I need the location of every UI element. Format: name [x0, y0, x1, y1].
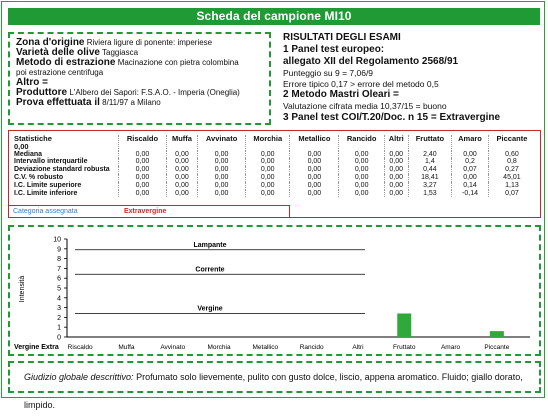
- stats-cell: 0,00: [246, 182, 290, 190]
- x-first-label: Vergine Extra: [14, 344, 59, 351]
- other-label: Altro =: [16, 77, 48, 88]
- stats-cell: 1,4: [408, 158, 452, 166]
- stats-row: [14, 174, 535, 182]
- col-header: Rancido: [339, 135, 384, 151]
- stats-row: [14, 182, 535, 190]
- band-vergine-label: Vergine: [197, 305, 223, 313]
- x-tick-label: Rancido: [299, 344, 324, 351]
- stats-cell: 0,00: [119, 151, 167, 159]
- x-tick-label: Amaro: [440, 344, 461, 351]
- stats-cell: 0,00: [384, 174, 408, 182]
- stats-cell: 0,00: [198, 151, 246, 159]
- stats-cell: 0,14: [452, 182, 489, 190]
- stats-cell: 0,00: [198, 174, 246, 182]
- y-tick-label: 1: [57, 324, 61, 332]
- stats-corner-label: Statistiche: [14, 134, 52, 143]
- col-header: Altri: [384, 135, 408, 151]
- stats-cell: 0,00: [119, 166, 167, 174]
- stats-cell: 0,00: [166, 158, 197, 166]
- stats-cell: -0,14: [452, 190, 489, 198]
- stats-cell: 0,00: [384, 166, 408, 174]
- method-label: Metodo di estrazione: [16, 57, 116, 68]
- comment-box: [8, 361, 541, 410]
- stats-cell: 0,27: [505, 166, 519, 174]
- producer-label: Produttore: [16, 87, 68, 98]
- stats-cell: 0,00: [198, 166, 246, 174]
- stats-header-row: [14, 135, 535, 151]
- stats-cell: 0,00: [198, 190, 246, 198]
- stats-cell: 0,00: [290, 158, 339, 166]
- stats-cell: 0,00: [384, 182, 408, 190]
- stats-cell: 0,00: [452, 151, 489, 159]
- col-header: Metallico: [290, 135, 339, 151]
- col-header: Muffa: [166, 135, 197, 151]
- col-header: Riscaldo: [119, 135, 167, 151]
- stats-cell: 0,00: [119, 190, 167, 198]
- col-header: Piccante: [496, 134, 528, 143]
- exam-results: [283, 32, 541, 124]
- x-tick-label: Piccante: [484, 344, 510, 351]
- stats-cell: 18,41: [408, 174, 452, 182]
- stats-cell: 0,07: [452, 166, 489, 174]
- stats-cell: 0,8: [507, 158, 517, 166]
- method-value: Macinazione con pietra colombina: [117, 58, 239, 67]
- stats-row-label: Mediana: [14, 151, 119, 159]
- stats-table-wrap: [14, 135, 533, 197]
- stats-cell: 0,00: [290, 166, 339, 174]
- stats-cell: 0,00: [339, 182, 384, 190]
- stats-cell: 0,60: [505, 150, 519, 158]
- stats-corner: [14, 135, 119, 151]
- stats-cell: 0,00: [290, 174, 339, 182]
- origin-label: Zona d'origine: [16, 37, 85, 48]
- stats-cell: 0,00: [246, 158, 290, 166]
- sample-info-box: [8, 32, 271, 125]
- intensity-chart: [10, 227, 539, 354]
- origin-value: Riviera ligure di ponente: imperiese: [86, 38, 213, 47]
- stats-cell: 0,00: [198, 158, 246, 166]
- stats-table: [14, 135, 535, 197]
- comment-label: Giudizio globale descrittivo:: [24, 372, 134, 382]
- variety-value: Taggiasca: [102, 48, 139, 57]
- results-score: Punteggio su 9 = 7,06/9: [283, 68, 374, 78]
- stats-cell: 3,27: [408, 182, 452, 190]
- stats-row: [14, 158, 535, 166]
- results-panel-eu: 1 Panel test europeo:: [283, 44, 385, 55]
- stats-row-label: I.C. Limite inferiore: [14, 190, 119, 198]
- stats-cell: 0,00: [119, 182, 167, 190]
- stats-cell: 0,00: [290, 182, 339, 190]
- stats-cell: 0,00: [246, 166, 290, 174]
- stats-cell: 0,44: [408, 166, 452, 174]
- category-value: Extravergine: [124, 208, 167, 215]
- results-panel-coi: 3 Panel test COI/T.20/Doc. n 15 = Extravergine: [283, 111, 501, 123]
- stats-cell: 0,00: [290, 151, 339, 159]
- bar: [397, 313, 411, 337]
- stats-row-label: Intervallo interquartile: [14, 158, 119, 166]
- stats-row: [14, 166, 535, 174]
- stats-cell: 0,00: [198, 182, 246, 190]
- x-tick-label: Metallico: [252, 344, 279, 351]
- comment-text: Profumato solo lievemente, pulito con gusto dolce, liscio, appena aromatico. Fluido; giallo dorato, limpido.: [24, 372, 523, 410]
- y-tick-label: 9: [57, 246, 61, 254]
- bar: [490, 331, 504, 337]
- y-tick-label: 7: [57, 265, 61, 273]
- category-label: Categoria assegnata: [13, 208, 78, 215]
- x-tick-label: Morchia: [207, 344, 231, 351]
- variety-label: Varietà delle olive: [16, 47, 100, 58]
- x-tick-label: Avvinato: [160, 344, 186, 351]
- col-header: Fruttato: [408, 135, 452, 151]
- stats-row: [14, 190, 535, 198]
- stats-cell: 0,00: [384, 158, 408, 166]
- stats-cell: 0,00: [384, 190, 408, 198]
- y-tick-label: 2: [57, 314, 61, 322]
- test-date-label: Prova effettuata il: [16, 97, 100, 108]
- stats-cell: 0,00: [246, 174, 290, 182]
- col-header: Morchia: [246, 135, 290, 151]
- stats-cell: 0,00: [166, 166, 197, 174]
- results-mastri-score: Valutazione cifrata media 10,37/15 = buono: [283, 101, 447, 111]
- stats-cell: 0,00: [339, 151, 384, 159]
- stats-cell: 0,00: [166, 151, 197, 159]
- stats-cell: 1,53: [408, 190, 452, 198]
- stats-cell: 0,00: [384, 151, 408, 159]
- stats-cell: 0,00: [339, 158, 384, 166]
- y-tick-label: 6: [57, 275, 61, 283]
- stats-cell: 0,00: [339, 174, 384, 182]
- results-heading: RISULTATI DEGLI ESAMI: [283, 32, 401, 43]
- band-corrente-label: Corrente: [195, 266, 225, 274]
- stats-cell: 0,07: [505, 189, 519, 197]
- method-value-cont: poi estrazione centrifuga: [16, 68, 104, 77]
- x-tick-label: Altri: [352, 344, 364, 351]
- x-tick-label: Riscaldo: [67, 344, 93, 351]
- y-tick-label: 3: [57, 305, 61, 313]
- band-lampante-label: Lampante: [193, 241, 227, 249]
- y-axis-label: Intensità: [19, 275, 26, 303]
- chart-box: [8, 225, 541, 356]
- producer-value: L'Albero dei Sapori: F.S.A.O. - Imperia (Oneglia): [69, 88, 240, 97]
- test-date-value: 8/11/97 a Milano: [102, 98, 161, 107]
- stats-cell: 0,00: [339, 190, 384, 198]
- stats-corner-value: 0,00: [14, 141, 29, 151]
- stats-row: [14, 151, 535, 159]
- stats-cell: 0,00: [166, 182, 197, 190]
- stats-row-label: I.C. Limite superiore: [14, 182, 119, 190]
- stats-row-label: C.V. % robusto: [14, 174, 119, 182]
- stats-row-label: Deviazione standard robusta: [14, 166, 119, 174]
- y-tick-label: 4: [57, 295, 61, 303]
- x-tick-label: Fruttato: [393, 344, 416, 351]
- category-box: [8, 205, 290, 218]
- stats-cell: 1,13: [505, 181, 519, 189]
- stats-cell: 45,01: [503, 173, 521, 181]
- stats-cell: 0,00: [166, 190, 197, 198]
- col-header: Amaro: [452, 135, 489, 151]
- sheet-title: Scheda del campione MI10: [8, 8, 540, 25]
- x-tick-label: Muffa: [118, 344, 135, 351]
- stats-cell: 0,00: [339, 166, 384, 174]
- stats-cell: 0,00: [166, 174, 197, 182]
- results-mastri-oleari: 2 Metodo Mastri Oleari =: [283, 89, 399, 100]
- stats-cell: 0,00: [290, 190, 339, 198]
- y-tick-label: 8: [57, 256, 61, 264]
- stats-cell: 0,2: [452, 158, 489, 166]
- results-error: Errore tipico 0,17 > errore del metodo 0,5: [283, 78, 439, 89]
- stats-cell: 0,00: [119, 174, 167, 182]
- col-header: Avvinato: [198, 135, 246, 151]
- stats-cell: 0,00: [246, 151, 290, 159]
- stats-cell: 0,00: [246, 190, 290, 198]
- stats-cell: 0,00: [452, 174, 489, 182]
- results-panel-eu-ref: allegato XII del Regolamento 2568/91: [283, 56, 459, 67]
- y-tick-label: 0: [57, 334, 61, 342]
- y-tick-label: 5: [57, 285, 61, 293]
- stats-cell: 0,00: [119, 158, 167, 166]
- stats-cell: 2,40: [408, 151, 452, 159]
- y-tick-label: 10: [53, 236, 61, 244]
